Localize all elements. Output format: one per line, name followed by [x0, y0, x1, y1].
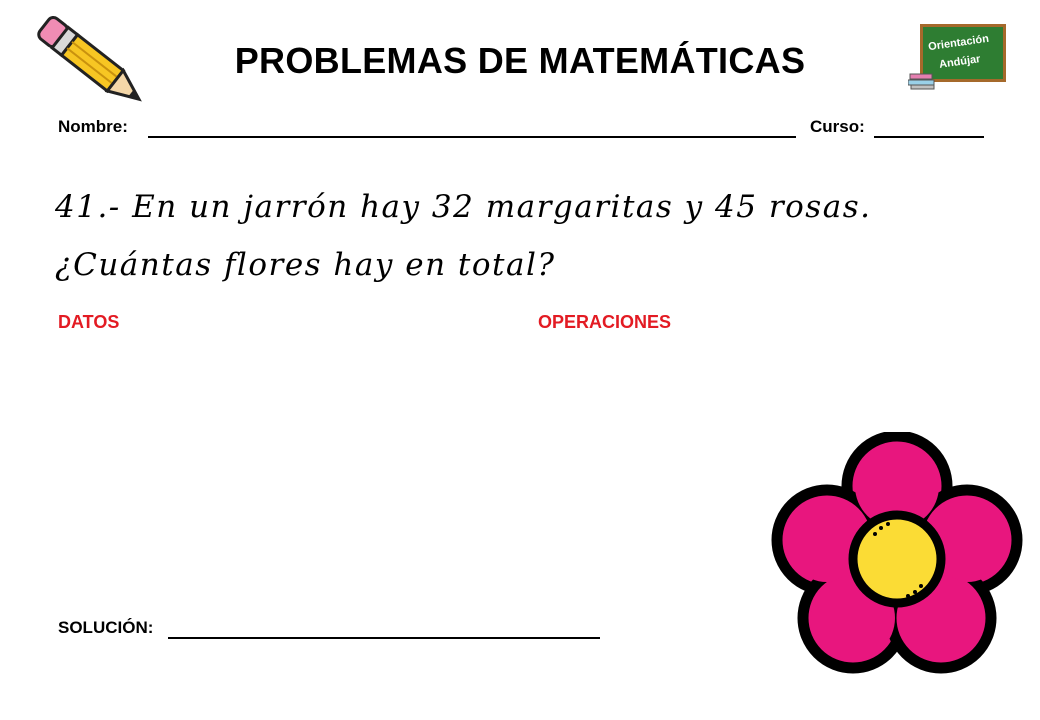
curso-label: Curso:: [810, 117, 865, 136]
page-title: PROBLEMAS DE MATEMÁTICAS: [234, 40, 806, 81]
datos-label: DATOS: [58, 312, 120, 332]
books-icon: [908, 70, 936, 90]
logo-line-2: Andújar: [938, 53, 982, 71]
logo-line-1: Orientación: [927, 32, 990, 54]
solucion-input-line[interactable]: [168, 637, 600, 639]
orientacion-andujar-logo: [906, 20, 1014, 90]
flower-icon: [770, 432, 1030, 702]
operaciones-label: OPERACIONES: [538, 312, 672, 332]
curso-input-line[interactable]: [874, 136, 984, 138]
nombre-input-line[interactable]: [148, 136, 796, 138]
flower-center: [853, 515, 941, 603]
problem-statement: 41.- En un jarrón hay 32 margaritas y 45 rosas. ¿Cuántas flores hay en total?: [55, 189, 872, 283]
solucion-label: SOLUCIÓN:: [58, 618, 154, 637]
nombre-label: Nombre:: [58, 117, 128, 136]
